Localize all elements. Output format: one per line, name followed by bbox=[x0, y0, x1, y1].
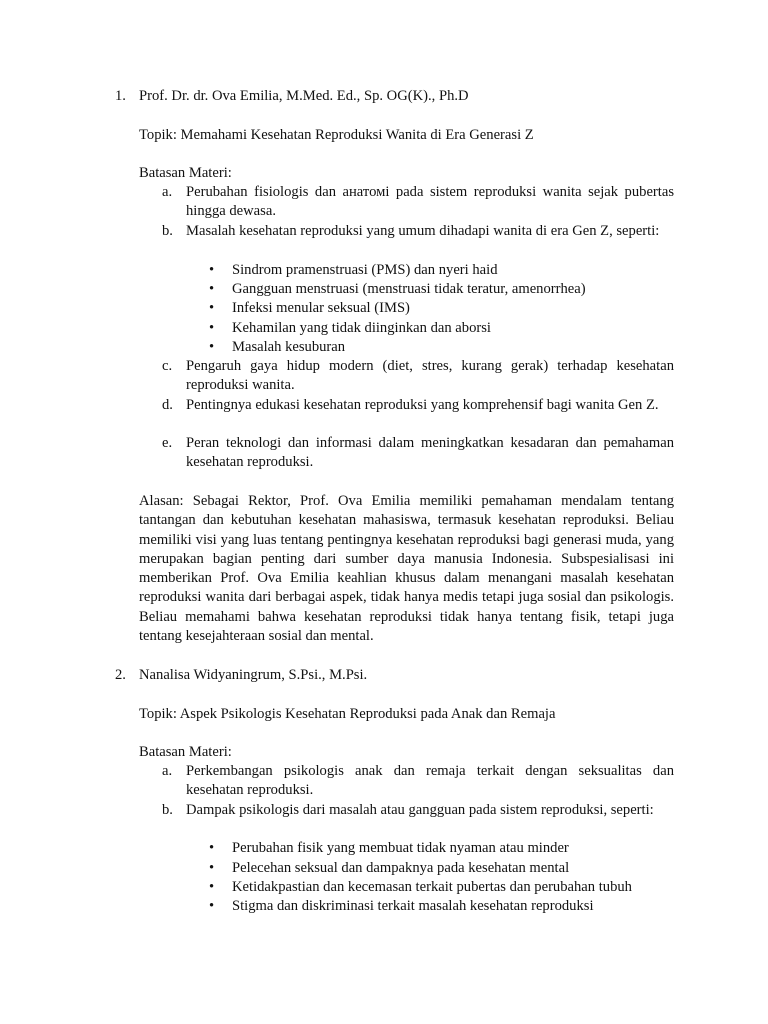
bullet-item: Kehamilan yang tidak diinginkan dan aborsi bbox=[232, 320, 491, 336]
bullet-marker bbox=[209, 319, 219, 338]
reason-paragraph: Alasan: Sebagai Rektor, Prof. Ova Emilia memiliki pemahaman mendalam tentang tantangan dan kebutuhan kesehatan mahasiswa, termasuk kesehatan reproduksi. Beliau memiliki visi yang luas tentang pentingnya kesehatan reproduksi bagi generasi muda, yang merupakan bagian penting dari sumber daya manusia Indonesia. Subspesialisasi ini memberikan Prof. Ova Emilia keahlian khusus dalam menangani masalah kesehatan reproduksi wanita dari berbagai aspek, tidak hanya medis tetapi juga sosial dan psikologis. Beliau memahami bahwa kesehatan reproduksi tidak hanya tentang fisik, tetapi juga tentang kesejahteraan sosial dan mental. bbox=[139, 493, 674, 645]
topic-line: Topik: Memahami Kesehatan Reproduksi Wanita di Era Generasi Z bbox=[139, 127, 534, 143]
scope-heading: Batasan Materi: bbox=[139, 165, 232, 181]
scope-heading: Batasan Materi: bbox=[139, 744, 232, 760]
item-number: 1. bbox=[115, 88, 126, 104]
scope-letter: b. bbox=[162, 223, 173, 239]
speaker-name: Prof. Dr. dr. Ova Emilia, M.Med. Ed., Sp. OG(K)., Ph.D bbox=[139, 88, 469, 104]
bullet-item: Stigma dan diskriminasi terkait masalah kesehatan reproduksi bbox=[232, 898, 594, 914]
scope-item: Dampak psikologis dari masalah atau gangguan pada sistem reproduksi, seperti: bbox=[186, 802, 654, 818]
item-number: 2. bbox=[115, 667, 126, 683]
scope-item: Perubahan fisiologis dan анатомi pada sistem reproduksi wanita sejak pubertas hingga dewasa. bbox=[186, 184, 674, 220]
scope-item: Masalah kesehatan reproduksi yang umum dihadapi wanita di era Gen Z, seperti: bbox=[186, 223, 660, 239]
scope-letter: a. bbox=[162, 763, 173, 779]
scope-item: Pentingnya edukasi kesehatan reproduksi yang komprehensif bagi wanita Gen Z. bbox=[186, 397, 659, 413]
scope-letter: e. bbox=[162, 435, 173, 451]
bullet-item: Pelecehan seksual dan dampaknya pada kesehatan mental bbox=[232, 860, 570, 876]
bullet-marker bbox=[209, 299, 219, 318]
bullet-marker bbox=[209, 878, 219, 897]
scope-letter: b. bbox=[162, 802, 173, 818]
speaker-name: Nanalisa Widyaningrum, S.Psi., M.Psi. bbox=[139, 667, 368, 683]
bullet-marker bbox=[209, 338, 219, 357]
bullet-marker bbox=[209, 839, 219, 858]
bullet-item: Infeksi menular seksual (IMS) bbox=[232, 300, 410, 316]
scope-item: Peran teknologi dan informasi dalam meningkatkan kesadaran dan pemahaman kesehatan reproduksi. bbox=[186, 435, 674, 471]
scope-item: Pengaruh gaya hidup modern (diet, stres, kurang gerak) terhadap kesehatan reproduksi wanita. bbox=[186, 358, 674, 394]
bullet-marker bbox=[209, 280, 219, 299]
bullet-marker bbox=[209, 897, 219, 916]
scope-letter: a. bbox=[162, 184, 173, 200]
scope-letter: d. bbox=[162, 397, 173, 413]
bullet-item: Masalah kesuburan bbox=[232, 339, 346, 355]
bullet-item: Perubahan fisik yang membuat tidak nyaman atau minder bbox=[232, 840, 569, 856]
bullet-item: Ketidakpastian dan kecemasan terkait pubertas dan perubahan tubuh bbox=[232, 879, 632, 895]
scope-item: Perkembangan psikologis anak dan remaja terkait dengan seksualitas dan kesehatan reproduksi. bbox=[186, 763, 674, 799]
bullet-marker bbox=[209, 859, 219, 878]
bullet-marker bbox=[209, 261, 219, 280]
bullet-item: Sindrom pramenstruasi (PMS) dan nyeri haid bbox=[232, 262, 498, 278]
scope-letter: c. bbox=[162, 358, 173, 374]
bullet-item: Gangguan menstruasi (menstruasi tidak teratur, amenorrhea) bbox=[232, 281, 586, 297]
topic-line: Topik: Aspek Psikologis Kesehatan Reproduksi pada Anak dan Remaja bbox=[139, 706, 556, 722]
